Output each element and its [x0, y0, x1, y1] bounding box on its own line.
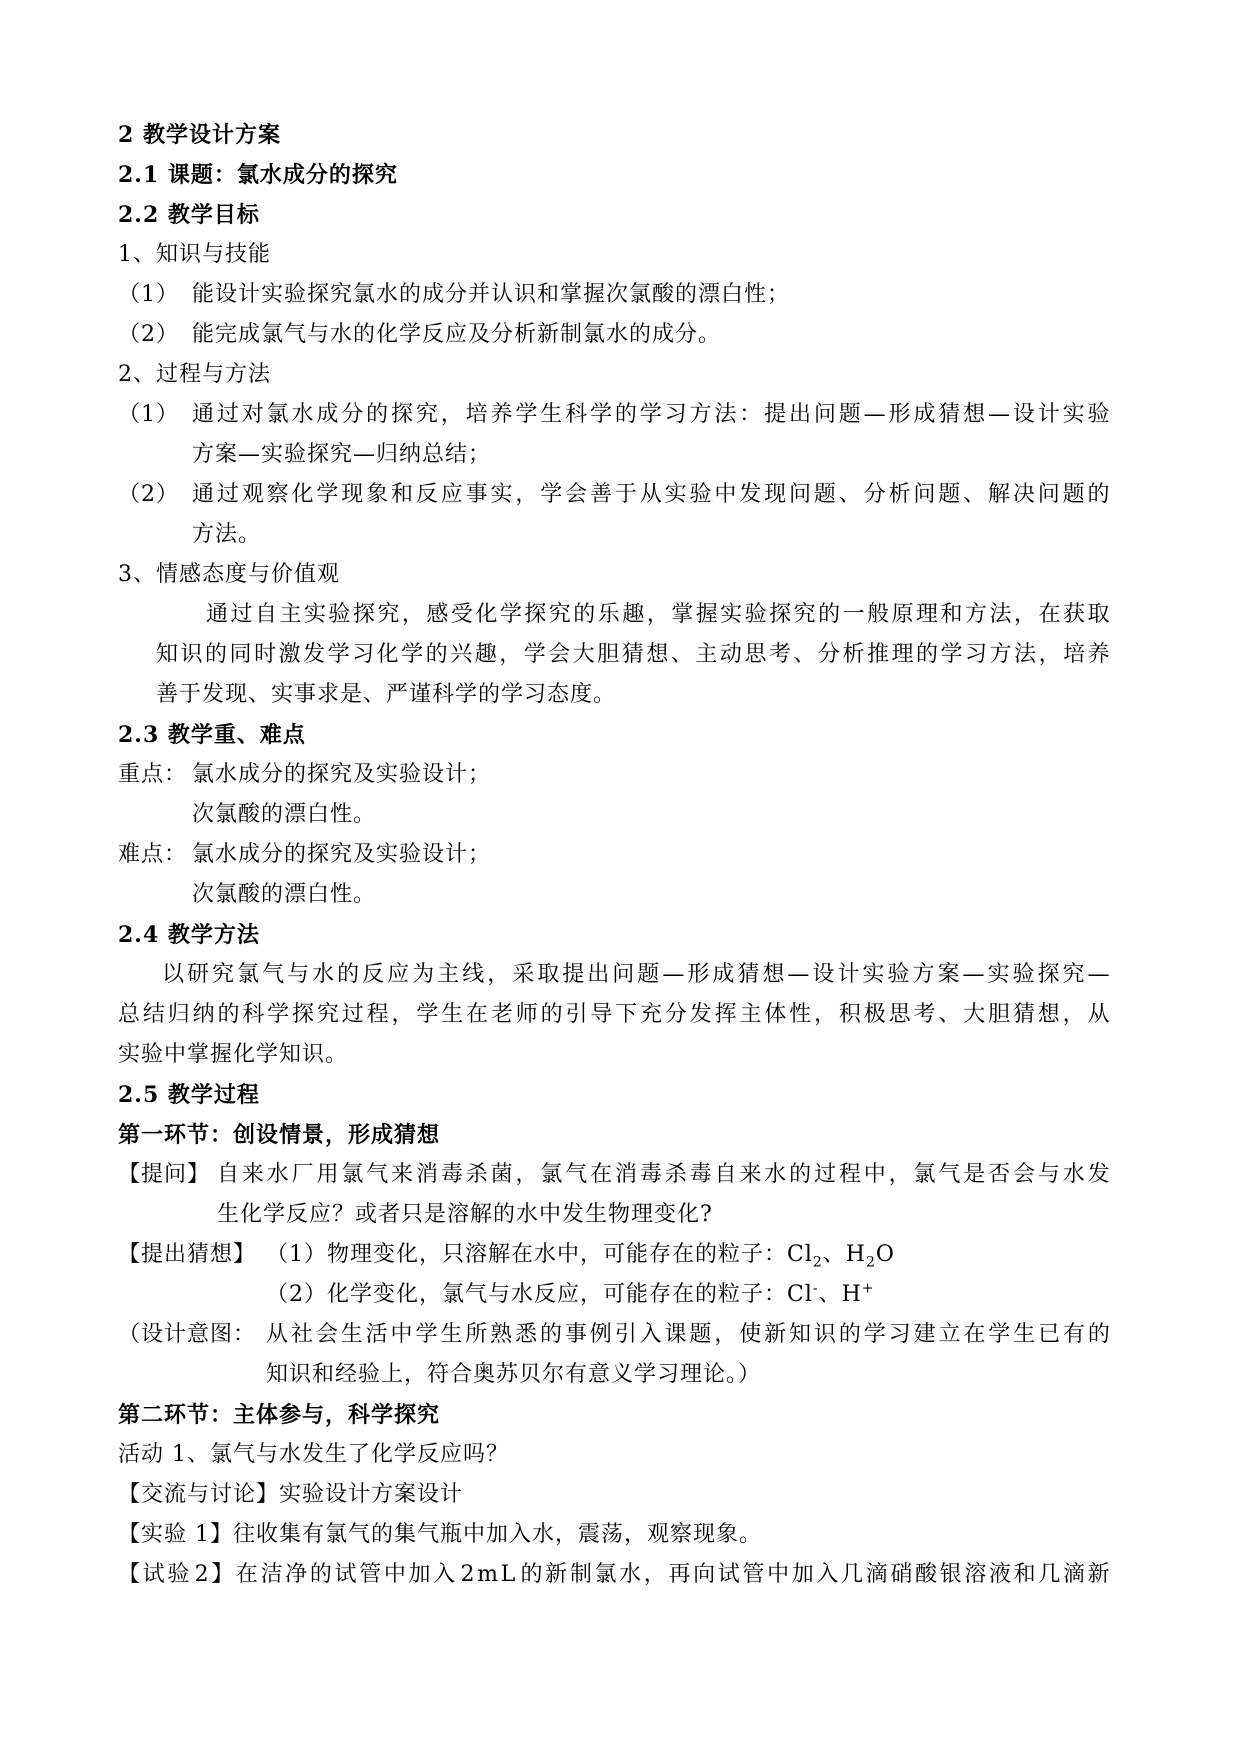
experiment-1: 【实验 1】往收集有氯气的集气瓶中加入水，震荡，观察现象。 — [118, 1522, 762, 1547]
guess-1-subscript-2: 2 — [865, 1254, 876, 1271]
goal-1-item-1-text: 能设计实验探究氯水的成分并认识和掌握次氯酸的漂白性； — [192, 282, 791, 307]
goal-2-item-1-line-2: 方案—实验探究—归纳总结； — [192, 442, 492, 467]
difficulty-line-2: 次氯酸的漂白性。 — [192, 882, 377, 907]
guess-2-superscript: - — [812, 1280, 819, 1297]
section-2-3-title: 2.3 教学重、难点 — [118, 722, 306, 748]
key-point-line-2: 次氯酸的漂白性。 — [192, 802, 377, 827]
activity-1: 活动 1、氯气与水发生了化学反应吗？ — [118, 1442, 509, 1467]
section-2-2-title: 2.2 教学目标 — [118, 202, 260, 228]
design-intent-line-1: 从 社 会 生 活 中 学 生 所 熟 悉 的 事 例 引 入 课 题 ， 使 新 知 识 的 学 习 建 立 在 学 生 已 有 的 — [266, 1322, 1110, 1347]
difficulty-label: 难点： — [118, 842, 188, 867]
goal-2-item-2-line-2: 方法。 — [192, 522, 262, 547]
guess-label: 【提出猜想】 — [118, 1242, 257, 1267]
goal-2-item-1-line-1: 通 过 对 氯 水 成 分 的 探 究 ， 培 养 学 生 科 学 的 学 习 方 法 ： 提 出 问 题 — 形 成 猜 想 — 设 计 实 验 — [192, 402, 1110, 427]
key-point-line-1: 氯水成分的探究及实验设计； — [192, 762, 492, 787]
design-intent-label: （设计意图： — [118, 1322, 257, 1347]
goal-3-line-2: 知 识 的 同 时 激 发 学 习 化 学 的 兴 趣 ， 学 会 大 胆 猜 想 、 主 动 思 考 、 分 析 推 理 的 学 习 方 法 ， 培 养 — [156, 642, 1110, 667]
section-2-5-title: 2.5 教学过程 — [118, 1082, 260, 1108]
section-2-1-title: 2.1 课题：氯水成分的探究 — [118, 162, 398, 188]
design-intent-line-2: 知识和经验上，符合奥苏贝尔有意义学习理论。） — [266, 1362, 762, 1387]
guess-1-end: O — [875, 1242, 895, 1267]
section-heading: 2 教学设计方案 — [118, 122, 281, 148]
question-line-2: 生化学反应？或者只是溶解的水中发生物理变化? — [217, 1202, 713, 1227]
question-line-1: 自 来 水 厂 用 氯 气 来 消 毒 杀 菌 ， 氯 气 在 消 毒 杀 毒 自 来 水 的 过 程 中 ， 氯 气 是 否 会 与 水 发 — [217, 1162, 1110, 1187]
guess-1-text: （1）物理变化，只溶解在水中，可能存在的粒子：Cl — [266, 1242, 813, 1267]
goal-3-line-3: 善于发现、实事求是、严谨科学的学习态度。 — [156, 682, 617, 707]
section-2-4-title: 2.4 教学方法 — [118, 922, 260, 948]
method-line-3: 实验中掌握化学知识。 — [118, 1042, 349, 1067]
difficulty-line-1: 氯水成分的探究及实验设计； — [192, 842, 492, 867]
guess-1-subscript: 2 — [812, 1254, 823, 1271]
guess-2-middle: 、H — [818, 1282, 862, 1307]
guess-2 — [266, 1280, 875, 1310]
goal-3-title: 3、情感态度与价值观 — [118, 562, 340, 587]
experiment-2: 【 试 验 2 】 在 洁 净 的 试 管 中 加 入 2 m L 的 新 制 氯 水 ， 再 向 试 管 中 加 入 几 滴 硝 酸 银 溶 液 和 几 滴 新 — [118, 1562, 1110, 1587]
goal-2-item-2-number: （2） — [118, 482, 179, 507]
stage-2-title: 第二环节：主体参与，科学探究 — [118, 1402, 441, 1428]
goal-1-item-2-number: （2） — [118, 322, 179, 347]
goal-2-title: 2、过程与方法 — [118, 362, 271, 387]
goal-1-title: 1、知识与技能 — [118, 242, 271, 267]
goal-3-line-1: 通 过 自 主 实 验 探 究 ， 感 受 化 学 探 究 的 乐 趣 ， 掌 握 实 验 探 究 的 一 般 原 理 和 方 法 ， 在 获 取 — [206, 602, 1110, 627]
stage-1-title: 第一环节：创设情景，形成猜想 — [118, 1122, 441, 1148]
goal-1-item-2-text: 能完成氯气与水的化学反应及分析新制氯水的成分。 — [192, 322, 722, 347]
guess-1 — [266, 1240, 895, 1270]
guess-2-superscript-2: + — [861, 1280, 875, 1297]
goal-2-item-1-number: （1） — [118, 402, 179, 427]
goal-1-item-1-number: （1） — [118, 282, 179, 307]
guess-2-text: （2）化学变化，氯气与水反应，可能存在的粒子：Cl — [266, 1282, 813, 1307]
method-line-1: 以 研 究 氯 气 与 水 的 反 应 为 主 线 ， 采 取 提 出 问 题 — 形 成 猜 想 — 设 计 实 验 方 案 — 实 验 探 究 — — [162, 962, 1110, 987]
guess-1-middle: 、H — [822, 1242, 866, 1267]
discussion-line: 【交流与讨论】实验设计方案设计 — [118, 1482, 464, 1507]
key-point-label: 重点： — [118, 762, 188, 787]
method-line-2: 总 结 归 纳 的 科 学 探 究 过 程 ， 学 生 在 老 师 的 引 导 下 充 分 发 挥 主 体 性 ， 积 极 思 考 、 大 胆 猜 想 ， 从 — [118, 1002, 1110, 1027]
goal-2-item-2-line-1: 通 过 观 察 化 学 现 象 和 反 应 事 实 ， 学 会 善 于 从 实 验 中 发 现 问 题 、 分 析 问 题 、 解 决 问 题 的 — [192, 482, 1110, 507]
question-label: 【提问】 — [118, 1162, 211, 1187]
